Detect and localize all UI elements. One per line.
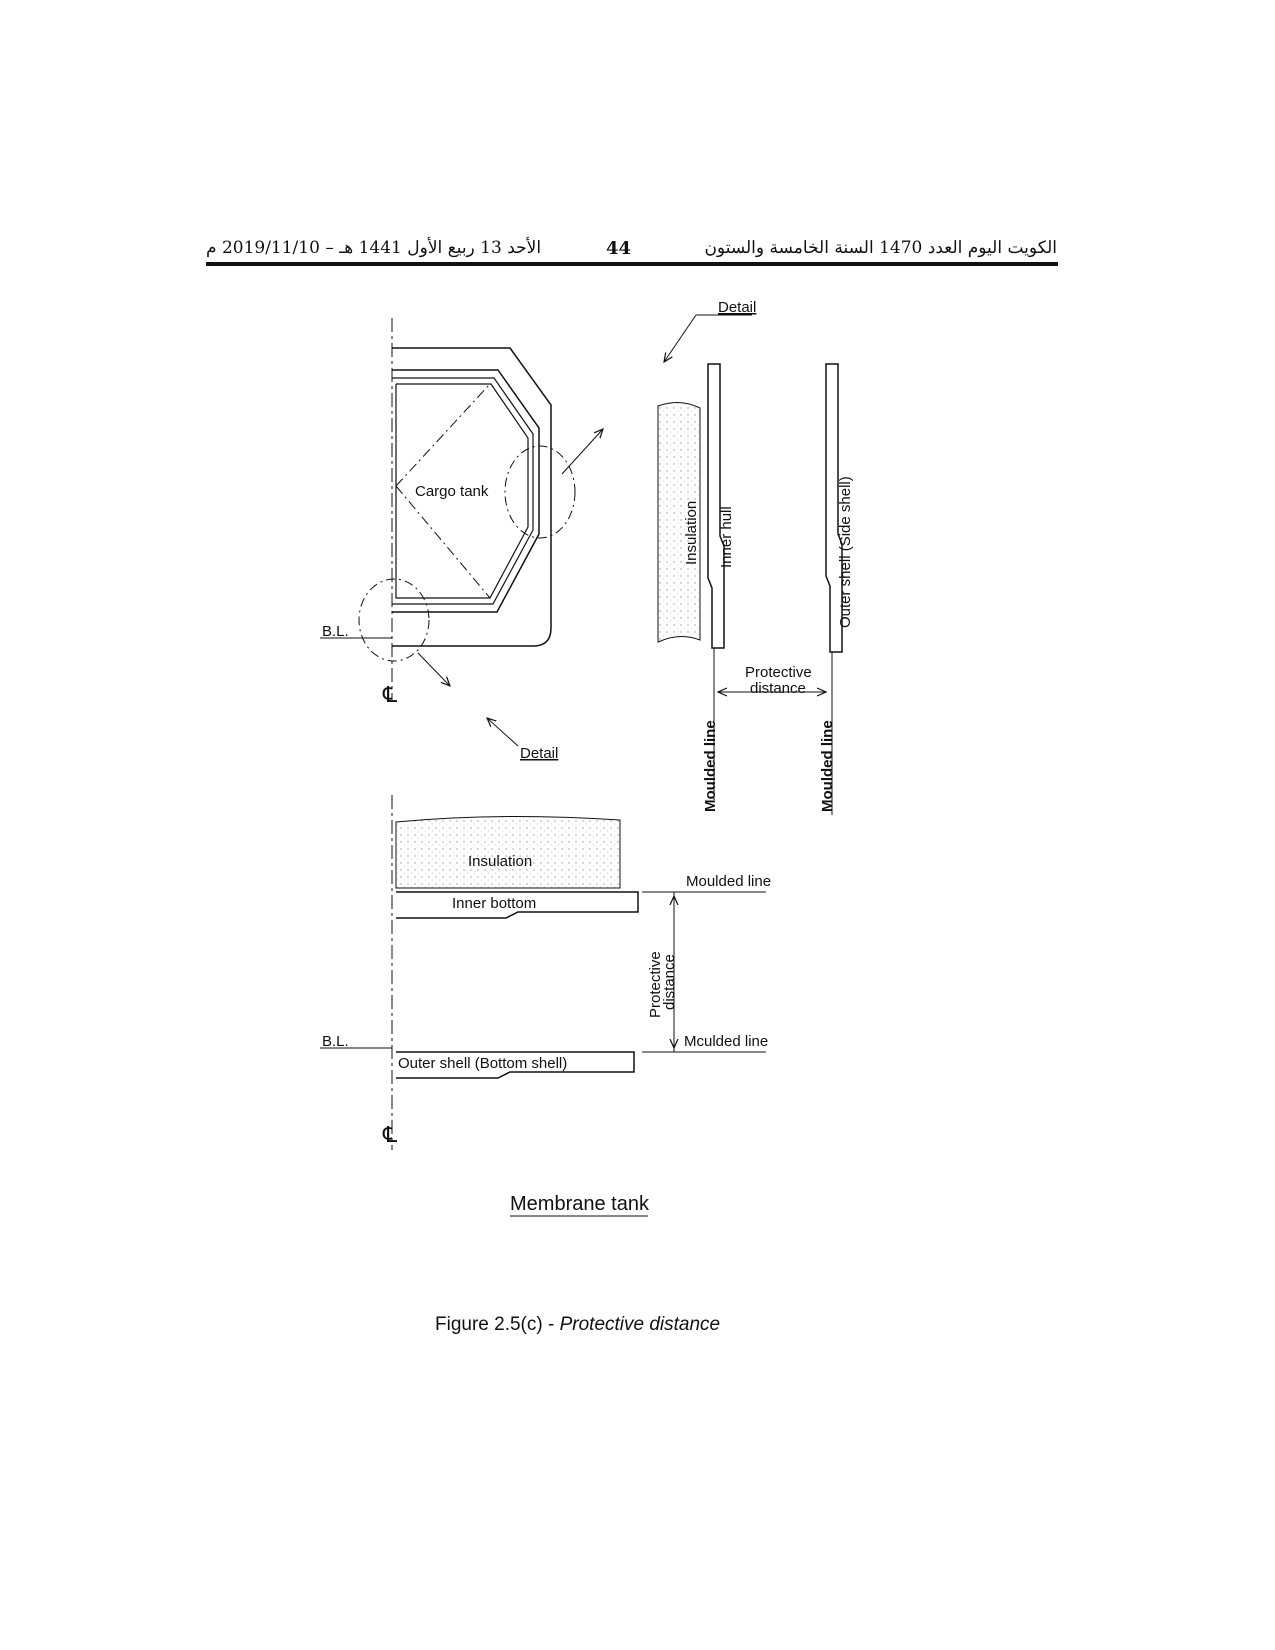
- moulded-line-side-left-label: Moulded line: [702, 720, 719, 812]
- detail-circle-bottom: [359, 579, 429, 661]
- centerline-bottom-symbol: ℄: [383, 1122, 398, 1147]
- header-date: الأحد 13 ربيع الأول 1441 هـ – 2019/11/10 م: [206, 238, 542, 258]
- bottom-protective-label-2: distance: [661, 954, 678, 1010]
- moulded-line-side-right-label: Moulded line: [819, 720, 836, 812]
- bottom-detail: [320, 795, 769, 1150]
- detail-circle-side: [505, 446, 575, 538]
- page-number: 44: [606, 238, 632, 259]
- detail-arrow-top: [664, 315, 696, 362]
- detail-arrow-left: [487, 718, 518, 746]
- bottom-insulation-label: Insulation: [468, 853, 533, 870]
- detail-top-label: Detail: [718, 299, 757, 316]
- side-protective-label-1: Protective: [745, 664, 812, 681]
- inner-hull-label: Inner hull: [718, 506, 735, 568]
- centerline-top-symbol: ℄: [383, 682, 398, 707]
- outer-shell-side-label: Outer shell (Side shell): [837, 476, 854, 628]
- detail-arrow-bottom: [418, 653, 450, 686]
- diagram-subtitle: Membrane tank: [510, 1193, 649, 1215]
- header-issue: الكويت اليوم العدد 1470 السنة الخامسة والستون: [704, 238, 1057, 258]
- moulded-line-bottom-bottom-label: Mculded line: [684, 1033, 769, 1050]
- detail-arrow-side: [562, 429, 603, 474]
- inner-hull-plate: [708, 364, 724, 648]
- bottom-protective-label-1: Protective: [647, 951, 664, 1018]
- tank-cross-section: [320, 318, 603, 746]
- inner-bottom-label: Inner bottom: [452, 895, 537, 912]
- moulded-line-bottom-top-label: Moulded line: [686, 873, 772, 890]
- bl-top-label: B.L.: [322, 623, 349, 640]
- detail-left-label: Detail: [520, 745, 559, 762]
- bl-bottom-label: B.L.: [322, 1033, 349, 1050]
- side-protective-label-2: distance: [750, 680, 806, 697]
- figure-caption: [435, 1314, 720, 1335]
- cargo-tank-label: Cargo tank: [415, 483, 489, 500]
- caption-prefix: Figure 2.5(c) -: [435, 1314, 560, 1335]
- outer-shell-bottom-label: Outer shell (Bottom shell): [398, 1055, 568, 1072]
- side-insulation-label: Insulation: [683, 500, 700, 565]
- caption-italic: Protective distance: [559, 1314, 721, 1335]
